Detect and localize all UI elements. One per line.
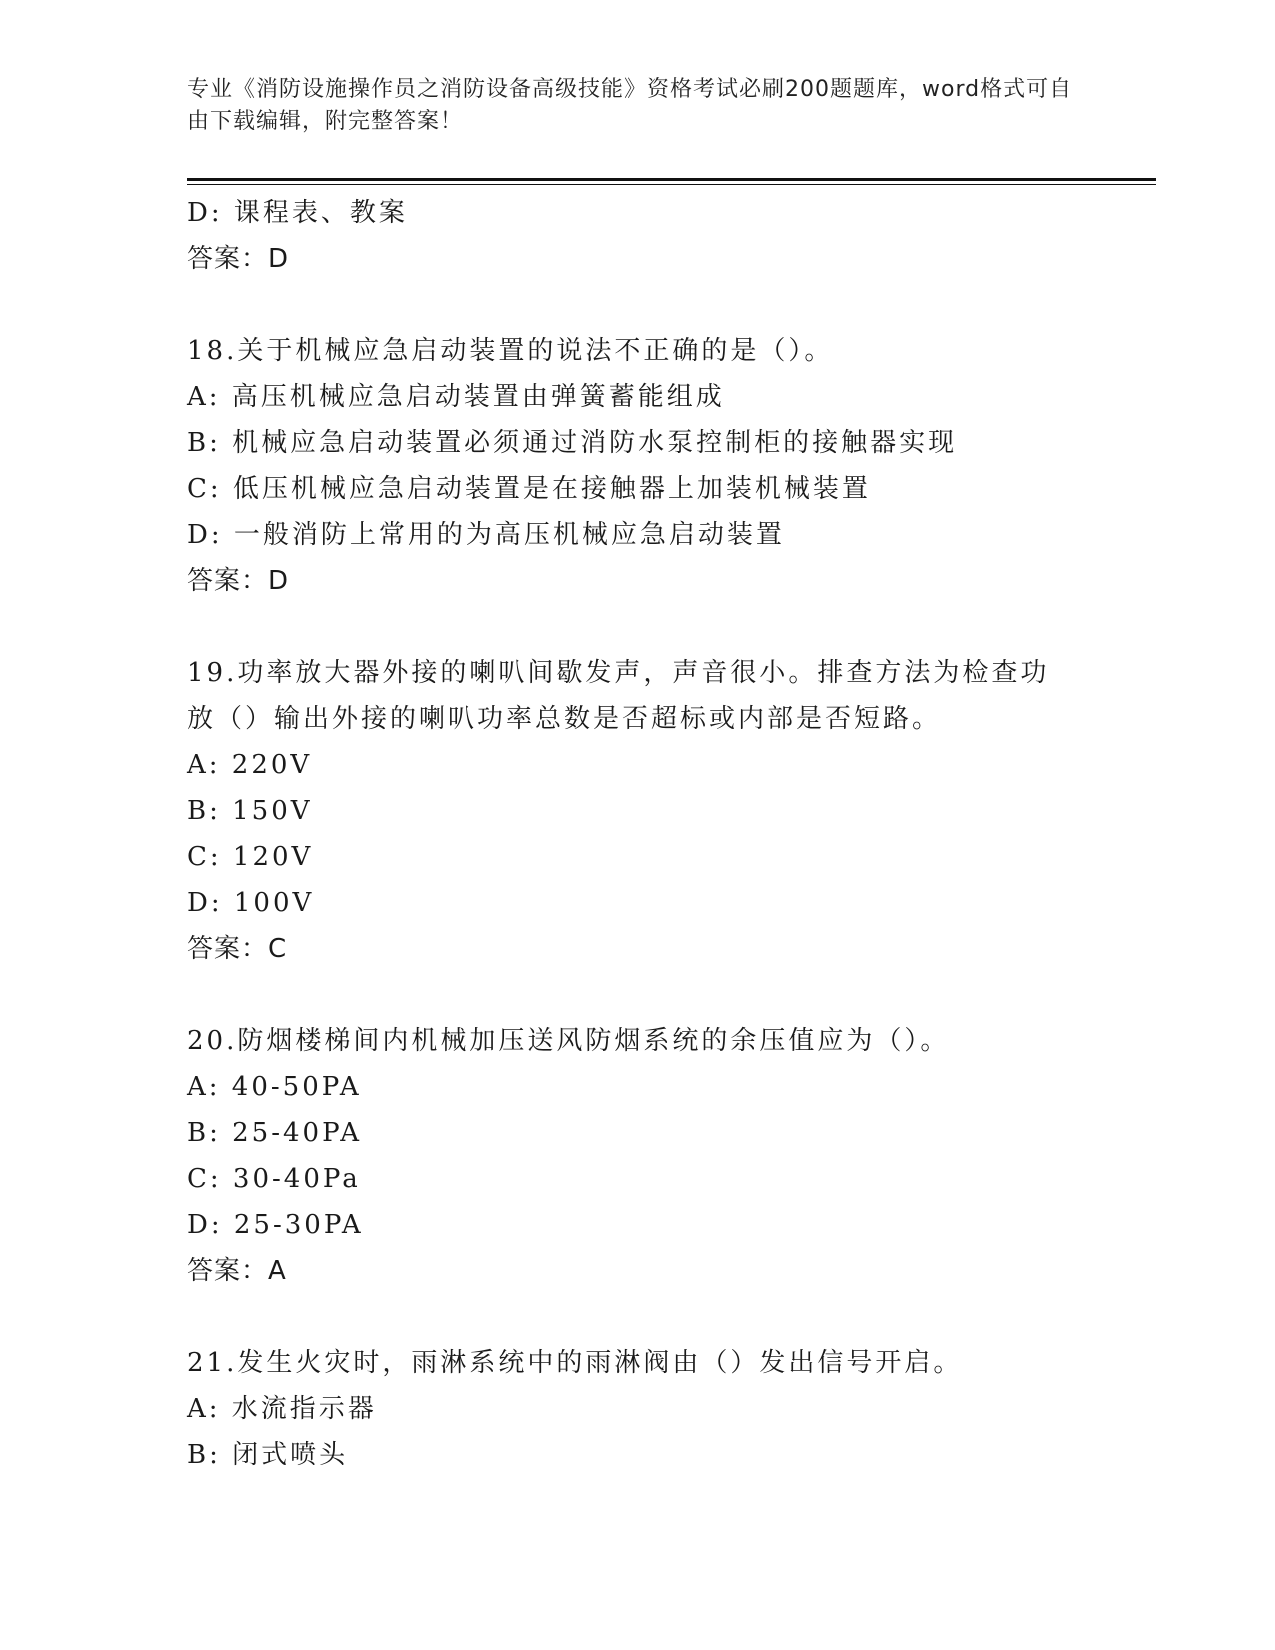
- option-d: D: 100V: [187, 888, 315, 918]
- answer-line: 答案：D: [187, 244, 290, 274]
- question-18: [187, 328, 1077, 604]
- document-header: 专业《消防设施操作员之消防设备高级技能》资格考试必刷200题题库，word格式可自由下载编辑，附完整答案！: [187, 77, 1073, 134]
- answer-line: 答案：C: [187, 934, 288, 964]
- option-d: D: 一般消防上常用的为高压机械应急启动装置: [187, 520, 785, 550]
- option-b: B: 25-40PA: [187, 1118, 362, 1148]
- question-stem: 21.发生火灾时，雨淋系统中的雨淋阀由（）发出信号开启。: [187, 1348, 963, 1378]
- question-17-tail: [187, 190, 1077, 282]
- option-b: B: 闭式喷头: [187, 1440, 349, 1470]
- question-stem: 19.功率放大器外接的喇叭间歇发声，声音很小。排查方法为检查功放（）输出外接的喇叭功率总数是否超标或内部是否短路。: [187, 658, 1050, 734]
- question-20: [187, 1018, 1077, 1294]
- header-rule-thin: [187, 184, 1156, 185]
- question-stem: 20.防烟楼梯间内机械加压送风防烟系统的余压值应为（）。: [187, 1026, 950, 1056]
- option-a: A: 水流指示器: [187, 1394, 377, 1424]
- option-d: D: 25-30PA: [187, 1210, 364, 1240]
- header-rule-thick: [187, 178, 1156, 181]
- option-a: A: 220V: [187, 750, 313, 780]
- question-21: [187, 1340, 1077, 1478]
- answer-line: 答案：A: [187, 1256, 287, 1286]
- document-body: [187, 190, 1077, 1478]
- question-stem: 18.关于机械应急启动装置的说法不正确的是（）。: [187, 336, 834, 366]
- answer-line: 答案：D: [187, 566, 290, 596]
- option-d: D: 课程表、教案: [187, 198, 408, 228]
- option-c: C: 120V: [187, 842, 314, 872]
- question-19: [187, 650, 1077, 972]
- option-a: A: 高压机械应急启动装置由弹簧蓄能组成: [187, 382, 725, 412]
- option-a: A: 40-50PA: [187, 1072, 362, 1102]
- option-b: B: 机械应急启动装置必须通过消防水泵控制柜的接触器实现: [187, 428, 958, 458]
- option-b: B: 150V: [187, 796, 313, 826]
- option-c: C: 低压机械应急启动装置是在接触器上加装机械装置: [187, 474, 871, 504]
- option-c: C: 30-40Pa: [187, 1164, 361, 1194]
